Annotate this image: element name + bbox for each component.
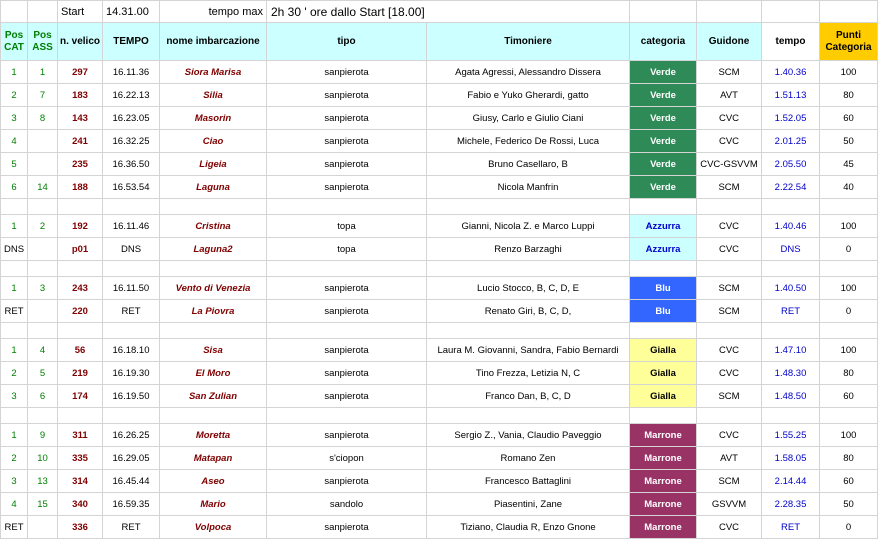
boat-name-cell: Silia — [160, 84, 267, 107]
table-row — [1, 470, 878, 493]
n-velico-cell: 220 — [58, 300, 103, 323]
elapsed-time-cell: 2.01.25 — [762, 130, 820, 153]
pennant-cell: CVC — [697, 339, 762, 362]
pos-cat-cell: 3 — [1, 470, 28, 493]
pos-cat-cell: 1 — [1, 339, 28, 362]
header-row — [1, 23, 878, 61]
pos-cat-cell: 1 — [1, 215, 28, 238]
boat-name-cell: Matapan — [160, 447, 267, 470]
points-cell: 45 — [820, 153, 878, 176]
category-cell: Blu — [630, 300, 697, 323]
helmsman-cell: Lucio Stocco, B, C, D, E — [427, 277, 630, 300]
pennant-cell: AVT — [697, 447, 762, 470]
boat-name-cell: Moretta — [160, 424, 267, 447]
start-time: 14.31.00 — [103, 1, 160, 23]
elapsed-time-cell: 2.22.54 — [762, 176, 820, 199]
finish-time-cell: 16.36.50 — [103, 153, 160, 176]
tempo-max-value: 2h 30 ' ore dallo Start [18.00] — [267, 1, 630, 23]
table-row — [1, 176, 878, 199]
points-cell: 100 — [820, 339, 878, 362]
helmsman-cell: Agata Agressi, Alessandro Dissera — [427, 61, 630, 84]
finish-time-cell: RET — [103, 300, 160, 323]
n-velico-cell: 241 — [58, 130, 103, 153]
boat-name-cell: Laguna — [160, 176, 267, 199]
elapsed-time-cell: 1.40.46 — [762, 215, 820, 238]
boat-type-cell: sandolo — [267, 493, 427, 516]
category-cell: Azzurra — [630, 215, 697, 238]
pennant-cell: CVC-GSVVM — [697, 153, 762, 176]
pos-ass-cell — [28, 238, 58, 261]
pos-ass-cell — [28, 153, 58, 176]
n-velico-cell: 314 — [58, 470, 103, 493]
boat-type-cell: sanpierota — [267, 300, 427, 323]
boat-name-cell: Aseo — [160, 470, 267, 493]
pos-ass-cell: 5 — [28, 362, 58, 385]
table-row — [1, 362, 878, 385]
header-guidone: Guidone — [697, 23, 762, 61]
pos-cat-cell: 2 — [1, 84, 28, 107]
boat-name-cell: Masorin — [160, 107, 267, 130]
pos-ass-cell — [28, 516, 58, 539]
boat-name-cell: Mario — [160, 493, 267, 516]
elapsed-time-cell: RET — [762, 516, 820, 539]
table-row — [1, 153, 878, 176]
pos-cat-cell: 2 — [1, 447, 28, 470]
tempo-max-label: tempo max — [160, 1, 267, 23]
n-velico-cell: 188 — [58, 176, 103, 199]
table-row — [1, 130, 878, 153]
start-info-row — [1, 1, 878, 23]
finish-time-cell: 16.29.05 — [103, 447, 160, 470]
category-cell: Verde — [630, 107, 697, 130]
pos-cat-cell: 5 — [1, 153, 28, 176]
pos-ass-cell: 14 — [28, 176, 58, 199]
pos-cat-cell: 4 — [1, 130, 28, 153]
n-velico-cell: 174 — [58, 385, 103, 408]
helmsman-cell: Renzo Barzaghi — [427, 238, 630, 261]
pos-cat-cell: RET — [1, 516, 28, 539]
points-cell: 60 — [820, 385, 878, 408]
helmsman-cell: Fabio e Yuko Gherardi, gatto — [427, 84, 630, 107]
table-row — [1, 493, 878, 516]
elapsed-time-cell: 1.48.30 — [762, 362, 820, 385]
header-tempo-gara: tempo — [762, 23, 820, 61]
elapsed-time-cell: 1.52.05 — [762, 107, 820, 130]
helmsman-cell: Romano Zen — [427, 447, 630, 470]
boat-type-cell: sanpierota — [267, 84, 427, 107]
pennant-cell: CVC — [697, 107, 762, 130]
start-label: Start — [58, 1, 103, 23]
finish-time-cell: DNS — [103, 238, 160, 261]
points-cell: 80 — [820, 362, 878, 385]
pos-cat-cell: RET — [1, 300, 28, 323]
n-velico-cell: 243 — [58, 277, 103, 300]
elapsed-time-cell: 1.40.36 — [762, 61, 820, 84]
table-row — [1, 424, 878, 447]
category-cell: Marrone — [630, 447, 697, 470]
category-cell: Marrone — [630, 516, 697, 539]
helmsman-cell: Franco Dan, B, C, D — [427, 385, 630, 408]
finish-time-cell: 16.59.35 — [103, 493, 160, 516]
category-cell: Marrone — [630, 424, 697, 447]
separator-row — [1, 199, 878, 215]
pennant-cell: CVC — [697, 238, 762, 261]
category-cell: Gialla — [630, 362, 697, 385]
pos-cat-cell: 2 — [1, 362, 28, 385]
table-row — [1, 277, 878, 300]
elapsed-time-cell: 1.51.13 — [762, 84, 820, 107]
header-tempo: TEMPO — [103, 23, 160, 61]
pos-ass-cell: 8 — [28, 107, 58, 130]
boat-type-cell: sanpierota — [267, 339, 427, 362]
boat-name-cell: Laguna2 — [160, 238, 267, 261]
pos-ass-cell: 7 — [28, 84, 58, 107]
elapsed-time-cell: 1.40.50 — [762, 277, 820, 300]
pos-cat-cell: 1 — [1, 277, 28, 300]
points-cell: 60 — [820, 107, 878, 130]
boat-name-cell: Cristina — [160, 215, 267, 238]
helmsman-cell: Nicola Manfrin — [427, 176, 630, 199]
pennant-cell: SCM — [697, 277, 762, 300]
table-row — [1, 61, 878, 84]
separator-row — [1, 323, 878, 339]
finish-time-cell: 16.18.10 — [103, 339, 160, 362]
pos-ass-cell: 1 — [28, 61, 58, 84]
finish-time-cell: 16.11.36 — [103, 61, 160, 84]
boat-type-cell: sanpierota — [267, 516, 427, 539]
elapsed-time-cell: 2.14.44 — [762, 470, 820, 493]
boat-name-cell: Ligeia — [160, 153, 267, 176]
pos-cat-cell: 3 — [1, 385, 28, 408]
finish-time-cell: 16.26.25 — [103, 424, 160, 447]
category-cell: Marrone — [630, 470, 697, 493]
header-categoria: categoria — [630, 23, 697, 61]
finish-time-cell: 16.45.44 — [103, 470, 160, 493]
finish-time-cell: 16.19.30 — [103, 362, 160, 385]
finish-time-cell: 16.53.54 — [103, 176, 160, 199]
pennant-cell: CVC — [697, 362, 762, 385]
helmsman-cell: Sergio Z., Vania, Claudio Paveggio — [427, 424, 630, 447]
pennant-cell: SCM — [697, 176, 762, 199]
finish-time-cell: 16.22.13 — [103, 84, 160, 107]
elapsed-time-cell: 1.58.05 — [762, 447, 820, 470]
category-cell: Verde — [630, 61, 697, 84]
header-tipo: tipo — [267, 23, 427, 61]
finish-time-cell: 16.11.46 — [103, 215, 160, 238]
helmsman-cell: Giusy, Carlo e Giulio Ciani — [427, 107, 630, 130]
n-velico-cell: 219 — [58, 362, 103, 385]
points-cell: 0 — [820, 516, 878, 539]
boat-type-cell: sanpierota — [267, 362, 427, 385]
pos-cat-cell: 1 — [1, 61, 28, 84]
header-nome: nome imbarcazione — [160, 23, 267, 61]
elapsed-time-cell: RET — [762, 300, 820, 323]
pos-cat-cell: 4 — [1, 493, 28, 516]
header-pos-ass: Pos ASS — [28, 23, 58, 61]
table-row — [1, 339, 878, 362]
boat-type-cell: topa — [267, 238, 427, 261]
header-punti: Punti Categoria — [820, 23, 878, 61]
category-cell: Blu — [630, 277, 697, 300]
points-cell: 100 — [820, 277, 878, 300]
pennant-cell: AVT — [697, 84, 762, 107]
boat-name-cell: El Moro — [160, 362, 267, 385]
category-cell: Verde — [630, 153, 697, 176]
boat-type-cell: topa — [267, 215, 427, 238]
points-cell: 60 — [820, 470, 878, 493]
points-cell: 40 — [820, 176, 878, 199]
finish-time-cell: RET — [103, 516, 160, 539]
points-cell: 80 — [820, 447, 878, 470]
points-cell: 100 — [820, 424, 878, 447]
n-velico-cell: 235 — [58, 153, 103, 176]
category-cell: Verde — [630, 176, 697, 199]
category-cell: Azzurra — [630, 238, 697, 261]
elapsed-time-cell: 2.28.35 — [762, 493, 820, 516]
finish-time-cell: 16.11.50 — [103, 277, 160, 300]
helmsman-cell: Bruno Casellaro, B — [427, 153, 630, 176]
elapsed-time-cell: 1.55.25 — [762, 424, 820, 447]
helmsman-cell: Michele, Federico De Rossi, Luca — [427, 130, 630, 153]
points-cell: 50 — [820, 130, 878, 153]
helmsman-cell: Laura M. Giovanni, Sandra, Fabio Bernardi — [427, 339, 630, 362]
table-row — [1, 385, 878, 408]
boat-type-cell: sanpierota — [267, 107, 427, 130]
pos-ass-cell: 9 — [28, 424, 58, 447]
points-cell: 0 — [820, 300, 878, 323]
boat-name-cell: Ciao — [160, 130, 267, 153]
table-row — [1, 447, 878, 470]
pennant-cell: GSVVM — [697, 493, 762, 516]
pennant-cell: SCM — [697, 61, 762, 84]
n-velico-cell: 340 — [58, 493, 103, 516]
helmsman-cell: Piasentini, Zane — [427, 493, 630, 516]
boat-name-cell: San Zulian — [160, 385, 267, 408]
table-row — [1, 516, 878, 539]
category-cell: Verde — [630, 84, 697, 107]
boat-type-cell: sanpierota — [267, 385, 427, 408]
pos-cat-cell: 1 — [1, 424, 28, 447]
pos-ass-cell — [28, 300, 58, 323]
table-row — [1, 107, 878, 130]
points-cell: 0 — [820, 238, 878, 261]
separator-row — [1, 261, 878, 277]
boat-type-cell: sanpierota — [267, 470, 427, 493]
helmsman-cell: Tiziano, Claudia R, Enzo Gnone — [427, 516, 630, 539]
pos-cat-cell: 3 — [1, 107, 28, 130]
n-velico-cell: 336 — [58, 516, 103, 539]
boat-type-cell: sanpierota — [267, 61, 427, 84]
points-cell: 80 — [820, 84, 878, 107]
boat-type-cell: sanpierota — [267, 277, 427, 300]
pennant-cell: CVC — [697, 130, 762, 153]
points-cell: 50 — [820, 493, 878, 516]
pennant-cell: CVC — [697, 516, 762, 539]
boat-type-cell: sanpierota — [267, 176, 427, 199]
pos-ass-cell: 13 — [28, 470, 58, 493]
elapsed-time-cell: 1.48.50 — [762, 385, 820, 408]
pos-cat-cell: DNS — [1, 238, 28, 261]
n-velico-cell: 56 — [58, 339, 103, 362]
boat-name-cell: La Piovra — [160, 300, 267, 323]
boat-type-cell: s'ciopon — [267, 447, 427, 470]
n-velico-cell: 143 — [58, 107, 103, 130]
separator-row — [1, 408, 878, 424]
pos-ass-cell: 2 — [28, 215, 58, 238]
pos-cat-cell: 6 — [1, 176, 28, 199]
n-velico-cell: 192 — [58, 215, 103, 238]
elapsed-time-cell: DNS — [762, 238, 820, 261]
boat-type-cell: sanpierota — [267, 153, 427, 176]
elapsed-time-cell: 1.47.10 — [762, 339, 820, 362]
table-row — [1, 84, 878, 107]
boat-name-cell: Sisa — [160, 339, 267, 362]
boat-name-cell: Vento di Venezia — [160, 277, 267, 300]
finish-time-cell: 16.23.05 — [103, 107, 160, 130]
header-pos-cat: Pos CAT — [1, 23, 28, 61]
n-velico-cell: 311 — [58, 424, 103, 447]
pos-ass-cell — [28, 130, 58, 153]
pennant-cell: CVC — [697, 424, 762, 447]
table-row — [1, 215, 878, 238]
pennant-cell: SCM — [697, 300, 762, 323]
table-row — [1, 238, 878, 261]
helmsman-cell: Gianni, Nicola Z. e Marco Luppi — [427, 215, 630, 238]
header-timoniere: Timoniere — [427, 23, 630, 61]
table-row — [1, 300, 878, 323]
boat-name-cell: Volpoca — [160, 516, 267, 539]
category-cell: Marrone — [630, 493, 697, 516]
boat-name-cell: Siora Marisa — [160, 61, 267, 84]
helmsman-cell: Renato Giri, B, C, D, — [427, 300, 630, 323]
category-cell: Verde — [630, 130, 697, 153]
pennant-cell: SCM — [697, 470, 762, 493]
pennant-cell: SCM — [697, 385, 762, 408]
header-n-velico: n. velico — [58, 23, 103, 61]
n-velico-cell: p01 — [58, 238, 103, 261]
boat-type-cell: sanpierota — [267, 130, 427, 153]
finish-time-cell: 16.32.25 — [103, 130, 160, 153]
pos-ass-cell: 15 — [28, 493, 58, 516]
pos-ass-cell: 6 — [28, 385, 58, 408]
n-velico-cell: 297 — [58, 61, 103, 84]
n-velico-cell: 335 — [58, 447, 103, 470]
pennant-cell: CVC — [697, 215, 762, 238]
pos-ass-cell: 3 — [28, 277, 58, 300]
pos-ass-cell: 10 — [28, 447, 58, 470]
points-cell: 100 — [820, 215, 878, 238]
finish-time-cell: 16.19.50 — [103, 385, 160, 408]
boat-type-cell: sanpierota — [267, 424, 427, 447]
elapsed-time-cell: 2.05.50 — [762, 153, 820, 176]
pos-ass-cell: 4 — [28, 339, 58, 362]
category-cell: Gialla — [630, 339, 697, 362]
helmsman-cell: Tino Frezza, Letizia N, C — [427, 362, 630, 385]
points-cell: 100 — [820, 61, 878, 84]
helmsman-cell: Francesco Battaglini — [427, 470, 630, 493]
n-velico-cell: 183 — [58, 84, 103, 107]
category-cell: Gialla — [630, 385, 697, 408]
